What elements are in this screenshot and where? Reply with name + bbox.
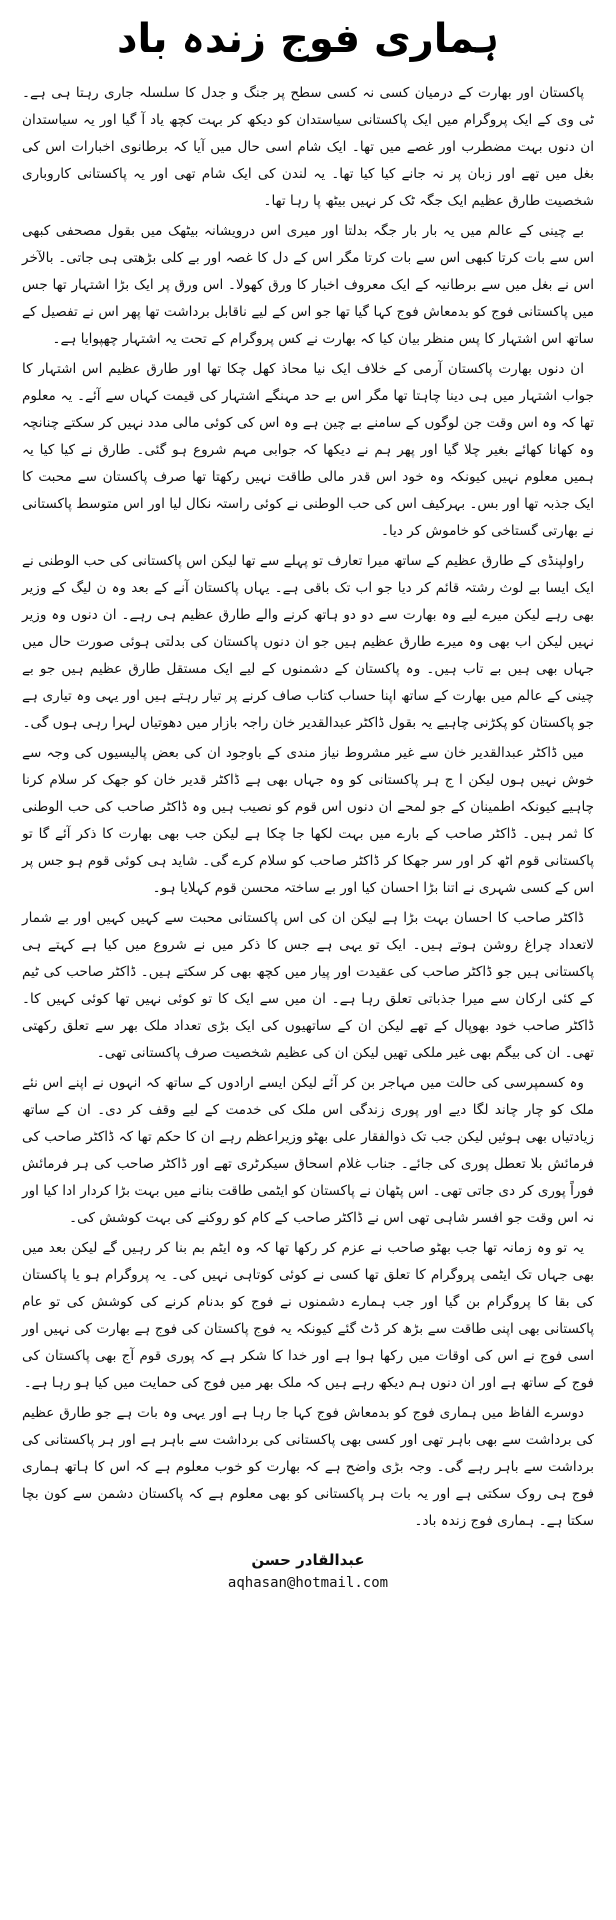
paragraph: پاکستان اور بھارت کے درمیان کسی نہ کسی سطح پر جنگ و جدل کا سلسلہ جاری رہتا ہی ہے۔ ٹی وی کے ایک پروگرام میں ایک پاکستانی سیاستدان کو دیکھ کر بہت کچھ یاد آ گیا اور یہ سیاستدان ان دنوں بہت مضطرب اور غصے میں تھا۔ ایک شام اسی حال میں آیا کہ برطانوی اخبارات اس کی بغل میں تھے اور زبان پر نہ جانے کیا کیا تھا۔ یہ لندن کی ایک شام تھی اور یہ پاکستانی کاروباری شخصیت طارق عظیم ایک جگہ ٹک کر نہیں بیٹھ پا رہا تھا۔ [22, 85, 594, 209]
author-email: aqhasan@hotmail.com [227, 1575, 389, 1591]
paragraph: یہ تو وہ زمانہ تھا جب بھٹو صاحب نے عزم کر رکھا تھا کہ وہ ایٹم بم بنا کر رہیں گے لیکن بعد میں بھی جہاں تک ایٹمی پروگرام کا تعلق تھا کسی نے کوئی کوتاہی نہیں کی۔ یہ پروگرام ہو یا پاکستان کی بقا کا پروگرام بن گیا اور جب ہمارے دشمنوں نے فوج کو بدنام کرنے کی کوشش کی تو عام پاکستانی بھی اپنی طاقت سے بڑھ کر ڈٹ گئے کیونکہ یہ فوج پاکستان کی فوج ہے بھارت کی نہیں اور اسی فوج نے اس کی اوقات میں رکھا ہوا ہے اور خدا کا شکر ہے کہ پوری قوم آج بھی پاکستان کی فوج کے ساتھ ہے اور ان دنوں ہم دیکھ رہے ہیں کہ ملک بھر میں فوج کی حمایت میں کیا ہو رہا ہے۔ [22, 1240, 594, 1391]
paragraph: راولپنڈی کے طارق عظیم کے ساتھ میرا تعارف تو پہلے سے تھا لیکن اس پاکستانی کی حب الوطنی نے ایک ایسا بے لوث رشتہ قائم کر دیا جو اب تک باقی ہے۔ یہاں پاکستان آنے کے بعد وہ ن لیگ کے وزیر بھی رہے لیکن میرے لیے وہ بھارت سے دو دو ہاتھ کرنے والے طارق عظیم ہی رہے۔ ان دنوں وہ وزیر نہیں لیکن اب بھی وہ میرے طارق عظیم ہیں جو ان دنوں پاکستان کی بدلتی ہوئی صورت حال میں جہاں بھی ہیں بے تاب ہیں۔ وہ پاکستان کے دشمنوں کے لیے ایک مستقل طارق عظیم ہیں جو بے چینی کے عالم میں بھارت کے ساتھ اپنا حساب کتاب صاف کرنے پر تیار رہتے ہیں اور یہی وہ تیاری ہے جو پاکستان کو پکڑنی چاہیے یہ بقول ڈاکٹر عبدالقدیر خان راجہ بازار میں دھوتیاں لہرا رہی ہوں گی۔ [22, 553, 594, 731]
paragraph: بے چینی کے عالم میں یہ بار بار جگہ بدلتا اور میری اس درویشانہ بیٹھک میں بقول مصحفی کبھی اس سے بات کرتا کبھی اس سے بات کرتا مگر اس کے دل کا غصہ اور بے کلی بڑھتی ہی جاتی۔ بالآخر اس نے بغل میں سے برطانیہ کے ایک معروف اخبار کا ورق کھولا۔ اس ورق پر ایک بڑا اشتہار تھا جس میں پاکستانی فوج کو بدمعاش فوج کہا گیا تھا جو اس کے لیے ناقابل برداشت تھا پھر اس نے تفصیل کے ساتھ اس اشتہار کا پس منظر بیان کیا کہ بھارت نے کس پروگرام کے تحت یہ اشتہار چھپوایا ہے۔ [22, 223, 594, 347]
author-signature: عبدالقادر حسن [251, 1551, 365, 1569]
article-body [22, 80, 594, 1535]
paragraph: وہ کسمپرسی کی حالت میں مہاجر بن کر آئے لیکن ایسے ارادوں کے ساتھ کہ انہوں نے اپنے اس نئے ملک کو چار چاند لگا دیے اور پوری زندگی اس ملک کی خدمت کے لیے وقف کر دی۔ ان کے ساتھ زیادتیاں بھی ہوئیں لیکن جب تک ذوالفقار علی بھٹو وزیراعظم رہے ان کا حکم تھا کہ ڈاکٹر صاحب کی فرمائش بلا تعطل پوری کی جائے۔ جناب غلام اسحاق سیکرٹری تھے اور ڈاکٹر صاحب کی ہر فرمائش فوراً پوری کر دی جاتی تھی۔ اس پٹھان نے پاکستان کو ایٹمی طاقت بنانے میں بہت بڑا کردار ادا کیا اور نہ اس وقت جو افسر شاہی تھی اس نے ڈاکٹر صاحب کے کام کو روکنے کی بہت کوشش کی۔ [22, 1075, 594, 1226]
column-title: ہماری فوج زندہ باد [117, 16, 499, 62]
paragraph: میں ڈاکٹر عبدالقدیر خان سے غیر مشروط نیاز مندی کے باوجود ان کی بعض پالیسیوں کی وجہ سے خوش نہیں ہوں لیکن ا ج ہر پاکستانی کو وہ جہاں بھی ہے ڈاکٹر قدیر خان کو جھک کر سلام کرنا چاہیے کیونکہ اطمینان کے جو لمحے ان دنوں اس قوم کو نصیب ہیں وہ ڈاکٹر صاحب کی حب الوطنی کا ثمر ہیں۔ ڈاکٹر صاحب کے بارے میں بہت لکھا جا چکا ہے لیکن جب بھی بھارت کا ذکر آئے گا تو پاکستانی قوم اٹھ کر اور سر جھکا کر ڈاکٹر صاحب کو سلام کرے گی۔ شاید ہی کوئی قوم ہو جس پر اس کے کسی شہری نے اتنا بڑا احسان کیا اور بے ساختہ محسن قوم کہلایا ہو۔ [22, 745, 594, 896]
paragraph: ڈاکٹر صاحب کا احسان بہت بڑا ہے لیکن ان کی اس پاکستانی محبت سے کہیں کہیں اور بے شمار لاتعداد چراغ روشن ہوتے ہیں۔ ایک تو یہی ہے جس کا ذکر میں نے شروع میں کیا ہے کہتے ہی پاکستانی ہیں جو ڈاکٹر صاحب کی عقیدت اور پیار میں کچھ بھی کر سکتے ہیں۔ ڈاکٹر صاحب کی ٹیم کے کئی ارکان سے میرا جذباتی تعلق رہا ہے۔ ان میں سے ایک کا تو کوئی نہیں تھا کوئی کہیں کا۔ ڈاکٹر صاحب خود بھوپال کے تھے لیکن ان کے ساتھیوں کی ایک بڑی تعداد ملک بھر سے تعلق رکھتی تھی۔ ان کی بیگم بھی غیر ملکی تھیں لیکن ان کی عظیم شخصیت صرف پاکستانی تھی۔ [22, 910, 594, 1061]
paragraph: دوسرے الفاظ میں ہماری فوج کو بدمعاش فوج کہا جا رہا ہے اور یہی وہ بات ہے جو طارق عظیم کی برداشت سے بھی باہر تھی اور کسی بھی پاکستانی کی برداشت سے باہر ہے اور ہر پاکستانی کی برداشت سے باہر رہے گی۔ وجہ بڑی واضح ہے کہ بھارت کو خوب معلوم ہے کہ اس کا ہاتھ ہماری فوج ہی روک سکتی ہے اور یہ بات ہر پاکستانی کو بھی معلوم ہے کہ پاکستان دشمن سے کون بچا سکتا ہے۔ ہماری فوج زندہ باد۔ [22, 1405, 594, 1529]
paragraph: ان دنوں بھارت پاکستان آرمی کے خلاف ایک نیا محاذ کھل چکا تھا اور طارق عظیم اس اشتہار کا جواب اشتہار میں ہی دینا چاہتا تھا مگر اس بے حد مہنگے اشتہار کی قیمت کہاں سے آئے۔ یہ معلوم تھا کہ وہ اس وقت جن لوگوں کے سامنے بے چین ہے وہ اس کی کوئی مالی مدد نہیں کر سکتے چنانچہ وہ کھانا کھائے بغیر چلا گیا اور پھر ہم نے دیکھا کہ جوابی مہم شروع ہو گئی۔ طارق نے کیا کیا یہ ہمیں معلوم نہیں کیونکہ وہ خود اس قدر مالی طاقت نہیں رکھتا تھا صرف پاکستان سے محبت کا ایک جذبہ تھا اور بس۔ بہرکیف اس کی حب الوطنی نے کوئی راستہ نکال لیا اور اس متوسط پاکستانی نے بھارتی گستاخی کو خاموش کر دیا۔ [22, 361, 595, 539]
